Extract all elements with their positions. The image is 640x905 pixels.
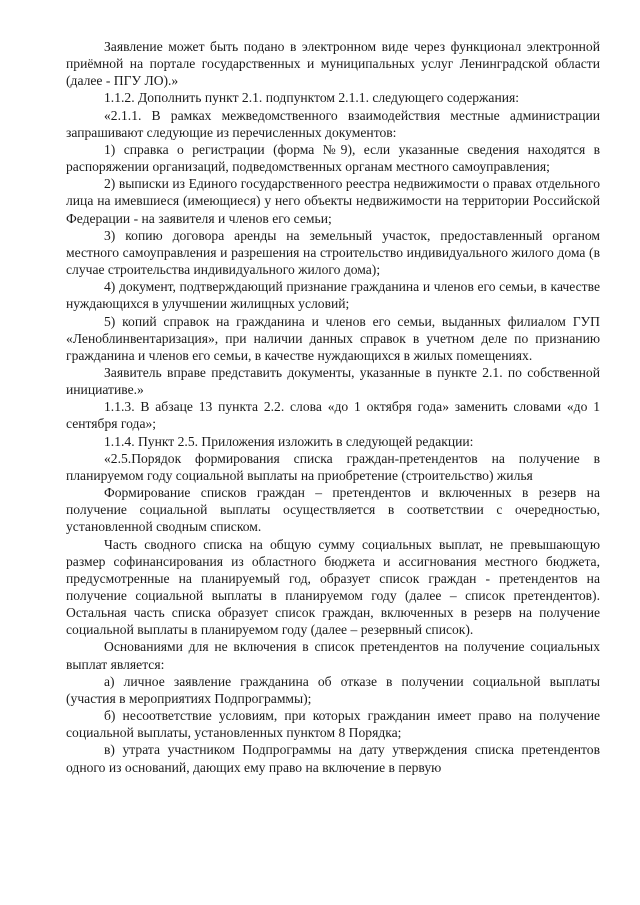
paragraph-submission-electronic: Заявление может быть подано в электронном виде через функционал электронной приёмной на портале государственных и муниципальных услуг Ленинградской области (далее - ПГУ ЛО).» [66,39,600,89]
list-item-5: 5) копий справок на гражданина и членов его семьи, выданных филиалом ГУП «Леноблинвентаризация», при наличии данных справок в учетном деле по признанию гражданина и членов его семьи, в качестве нуждающихся в жилых помещениях. [66,313,600,363]
paragraph-1-1-3: 1.1.3. В абзаце 13 пункта 2.2. слова «до 1 октября года» заменить словами «до 1 сентября года»; [66,399,600,432]
paragraph-list-formation: Формирование списков граждан – претендентов и включенных в резерв на получение социальной выплаты осуществляется в соответствии с очередностью, установленной сводным списком. [66,485,600,535]
list-item-2: 2) выписки из Единого государственного реестра недвижимости о правах отдельного лица на имевшиеся (имеющиеся) у него объекты недвижимости на территории Российской Федерации - на заявителя и членов его семьи; [66,176,600,226]
list-item-b: б) несоответствие условиям, при которых гражданин имеет право на получение социальной выплаты, установленных пунктом 8 Порядка; [66,708,600,741]
list-item-a: а) личное заявление гражданина об отказе в получении социальной выплаты (участия в мероприятиях Подпрограммы); [66,673,600,706]
list-item-3: 3) копию договора аренды на земельный участок, предоставленный органом местного самоуправления и разрешения на строительство индивидуального жилого дома (в случае строительства индивидуального жилого дома); [66,227,600,278]
paragraph-1-1-2: 1.1.2. Дополнить пункт 2.1. подпунктом 2.1.1. следующего содержания: [104,90,520,106]
paragraph-2-1-1: «2.1.1. В рамках межведомственного взаимодействия местные администрации запрашивают следующие из перечисленных документов: [66,107,600,140]
list-item-v: в) утрата участником Подпрограммы на дату утверждения списка претендентов одного из оснований, дающих ему право на включение в первую [66,742,600,775]
paragraph-applicant-right: Заявитель вправе представить документы, указанные в пункте 2.1. по собственной инициативе.» [66,364,600,398]
list-item-4: 4) документ, подтверждающий признание гражданина и членов его семьи, в качестве нуждающихся в улучшении жилищных условий; [66,279,600,312]
paragraph-summary-list-part: Часть сводного списка на общую сумму социальных выплат, не превышающую размер софинансирования из областного бюджета и ассигнования местного бюджета, предусмотренные на планируемый год, образует список граждан - претендентов на получение социальной выплаты в планируемом году (далее – список претендентов). Остальная часть списка образует список граждан, включенных в резерв на получение социальной выплаты в планируемом году (далее – резервный список). [66,536,600,638]
paragraph-grounds-exclusion: Основаниями для не включения в список претендентов на получение социальных выплат является: [66,639,600,672]
paragraph-1-1-4: 1.1.4. Пункт 2.5. Приложения изложить в следующей редакции: [104,433,474,449]
paragraph-2-5-heading: «2.5.Порядок формирования списка граждан-претендентов на получение в планируемом году социальной выплаты на приобретение (строительство) жилья [66,450,600,483]
list-item-1: 1) справка о регистрации (форма №9), если указанные сведения находятся в распоряжении организаций, подведомственных органам местного самоуправления; [66,141,600,175]
